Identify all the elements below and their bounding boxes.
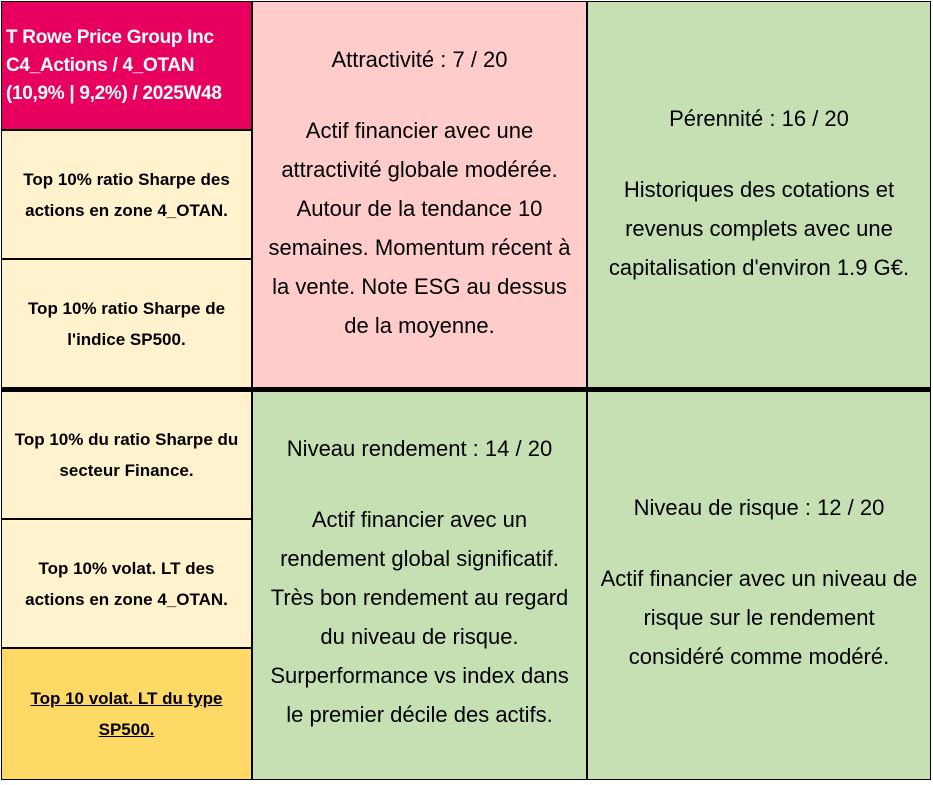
asset-period: (10,9% | 9,2%) / 2025W48	[6, 82, 222, 104]
perennite-panel	[588, 2, 930, 387]
criterion-line: SP500.	[98, 720, 155, 739]
asset-name: T Rowe Price Group Inc	[6, 26, 214, 48]
text-line: revenus complets avec une	[625, 216, 893, 241]
text-line: Historiques des cotations et	[623, 177, 895, 202]
criterion-line: Top 10% ratio Sharpe des	[23, 169, 230, 189]
criterion-sharpe-zone	[2, 131, 251, 258]
criterion-line: secteur Finance.	[59, 461, 194, 480]
rendement-title: Niveau rendement : 14 / 20	[286, 436, 553, 461]
text-line: Actif financier avec une	[305, 118, 534, 143]
text-line: Autour de la tendance 10	[296, 196, 543, 221]
text-line: Actif financier avec un niveau de	[600, 566, 918, 591]
text-line: la vente. Note ESG au dessus	[272, 274, 567, 299]
rendement-panel	[253, 392, 586, 779]
text-line: du niveau de risque.	[320, 624, 519, 649]
text-line: capitalisation d'environ 1.9 G€.	[608, 255, 910, 280]
criterion-volat-type	[2, 649, 251, 779]
criterion-line: l'indice SP500.	[67, 329, 186, 349]
text-line: Surperformance vs index dans	[270, 663, 569, 688]
perennite-title: Pérennité : 16 / 20	[669, 106, 849, 131]
text-line: attractivité globale modérée.	[281, 157, 558, 182]
attractivite-title: Attractivité : 7 / 20	[331, 47, 508, 72]
rendement-text	[268, 500, 570, 734]
risque-title: Niveau de risque : 12 / 20	[633, 495, 885, 520]
text-line: semaines. Momentum récent à	[268, 235, 571, 260]
asset-category: C4_Actions / 4_OTAN	[6, 54, 195, 76]
criterion-line: Top 10 volat. LT du type	[30, 689, 223, 708]
risque-panel	[588, 392, 930, 779]
risque-text	[599, 559, 920, 676]
score-grid	[1, 1, 931, 780]
criterion-line: Top 10% volat. LT des	[38, 558, 215, 578]
criterion-line: actions en zone 4_OTAN.	[25, 589, 228, 609]
criterion-sharpe-sector	[2, 392, 251, 518]
asset-header	[2, 2, 251, 129]
text-line: rendement global significatif.	[280, 546, 559, 571]
text-line: le premier décile des actifs.	[286, 702, 553, 727]
criterion-volat-zone	[2, 520, 251, 647]
criterion-line: Top 10% du ratio Sharpe du	[14, 430, 239, 449]
perennite-text	[607, 170, 911, 287]
text-line: considéré comme modéré.	[628, 644, 890, 669]
attractivite-panel	[253, 2, 586, 387]
text-line: Actif financier avec un	[311, 507, 528, 532]
text-line: Très bon rendement au regard	[270, 585, 569, 610]
criterion-sharpe-index	[2, 260, 251, 387]
attractivite-text	[266, 111, 572, 345]
criterion-line: actions en zone 4_OTAN.	[25, 200, 228, 220]
text-line: risque sur le rendement	[643, 605, 875, 630]
criterion-line: Top 10% ratio Sharpe de	[27, 298, 226, 318]
text-line: de la moyenne.	[344, 313, 495, 338]
